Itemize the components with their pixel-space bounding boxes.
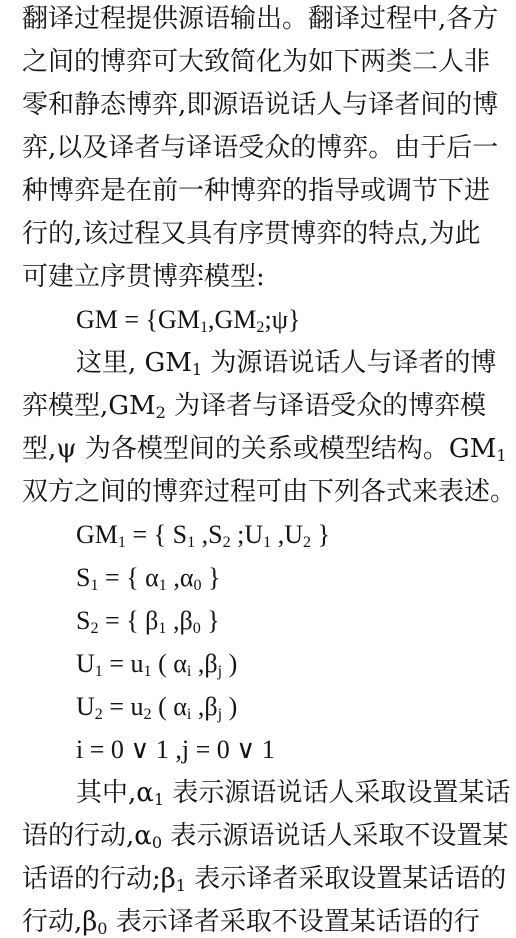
formula-text: ,S <box>195 520 223 549</box>
paragraph-1-line-3: 零和静态博弈,即源语说话人与译者间的博 <box>22 90 499 120</box>
formula-text: ( α <box>151 649 187 678</box>
formula-text: ,β <box>166 606 193 635</box>
subscript: 2 <box>94 706 103 724</box>
formula-text: ,β <box>191 649 218 678</box>
subscript: i <box>186 706 192 724</box>
subscript: j <box>217 706 223 724</box>
text: 这里, GM <box>76 348 192 378</box>
formula-gm1 <box>76 520 331 552</box>
paragraph-1-line-7: 可建立序贯博弈模型: <box>22 262 265 292</box>
formula-text: ) <box>222 649 238 678</box>
formula-text: ;ψ} <box>264 305 301 334</box>
subscript: 2 <box>222 534 231 552</box>
formula-u1 <box>76 649 238 681</box>
formula-text: } <box>201 563 221 592</box>
paragraph-2-line-1 <box>76 348 497 380</box>
text: 为源语说话人与译者的博 <box>202 348 497 378</box>
paragraph-3-line-3 <box>22 864 507 896</box>
formula-text: = { β <box>98 606 159 635</box>
paragraph-1-line-6: 行的,该过程又具有序贯博弈的特点,为此 <box>22 219 481 249</box>
formula-text: ,β <box>191 692 218 721</box>
formula-text: S <box>76 563 91 592</box>
formula-text: ( α <box>151 692 187 721</box>
subscript: 1 <box>187 534 196 552</box>
subscript: 2 <box>143 706 152 724</box>
formula-text: GM <box>76 520 118 549</box>
subscript: 0 <box>97 919 108 938</box>
formula-text: ,α <box>166 563 194 592</box>
formula-text: U <box>76 649 95 678</box>
model-formula <box>76 305 301 337</box>
formula-u2 <box>76 692 238 724</box>
paragraph-1-line-5: 种博弈是在前一种博弈的指导或调节下进 <box>22 176 491 206</box>
text: 话语的行动;β <box>22 864 176 894</box>
subscript: 2 <box>90 620 99 638</box>
paragraph-3-line-2 <box>22 821 509 853</box>
paragraph-1-line-1: 翻译过程提供源语输出。翻译过程中,各方 <box>22 4 499 34</box>
formula-s1 <box>76 563 221 595</box>
paragraph-3-line-1 <box>76 778 511 810</box>
formula-text: } <box>311 520 331 549</box>
formula-s2 <box>76 606 220 638</box>
subscript: 1 <box>496 446 507 466</box>
subscript: i <box>186 663 192 681</box>
subscript: 2 <box>256 319 265 337</box>
subscript: 1 <box>158 577 167 595</box>
subscript: 1 <box>191 360 203 380</box>
paragraph-1-line-4: 弈,以及译者与译语受众的博弈。由于后一 <box>22 133 499 163</box>
formula-text: S <box>76 606 91 635</box>
formula-text: U <box>76 692 95 721</box>
formula-text: ,GM <box>208 305 257 334</box>
subscript: 1 <box>94 663 103 681</box>
text: 弈模型,GM <box>22 391 156 421</box>
paragraph-2-line-3 <box>22 434 507 466</box>
text: 为译者与译语受众的博弈模 <box>165 391 487 421</box>
paragraph-2-line-2 <box>22 391 487 423</box>
subscript: 1 <box>199 319 208 337</box>
text: 表示译者采取设置某话语的 <box>186 864 507 894</box>
subscript: 1 <box>263 534 272 552</box>
subscript: 2 <box>155 403 166 423</box>
formula-text: ;U <box>230 520 264 549</box>
subscript: 0 <box>192 620 201 638</box>
text: 表示源语说话人采取设置某话 <box>164 778 511 808</box>
formula-text: = { α <box>98 563 159 592</box>
formula-text: } <box>200 606 220 635</box>
subscript: 1 <box>158 620 167 638</box>
subscript: 0 <box>151 833 163 853</box>
text: 型,ψ 为各模型间的关系或模型结构。GM <box>22 434 497 464</box>
formula-text: = u <box>102 649 144 678</box>
formula-text: ) <box>222 692 238 721</box>
subscript: 1 <box>175 876 187 896</box>
paragraph-3-line-4 <box>22 907 480 938</box>
subscript: 1 <box>143 663 152 681</box>
text: 表示源语说话人采取不设置某 <box>162 821 509 851</box>
subscript: 1 <box>153 790 165 810</box>
text: 行动,β <box>22 907 98 937</box>
formula-index-range: i = 0 ∨ 1 ,j = 0 ∨ 1 <box>76 735 275 764</box>
text: 其中,α <box>76 778 154 808</box>
paragraph-2-line-4: 双方之间的博弈过程可由下列各式来表述。 <box>22 477 516 507</box>
subscript: j <box>217 663 223 681</box>
formula-text: = u <box>102 692 144 721</box>
subscript: 1 <box>117 534 126 552</box>
formula-text: GM = {GM <box>76 305 200 334</box>
subscript: 0 <box>193 577 202 595</box>
text: 表示译者采取不设置某话语的行 <box>107 907 480 937</box>
text: 语的行动,α <box>22 821 152 851</box>
subscript: 1 <box>90 577 99 595</box>
formula-text: ,U <box>271 520 304 549</box>
formula-text: = { S <box>125 520 188 549</box>
paragraph-1-line-2: 之间的博弈可大致简化为如下两类二人非 <box>22 47 491 77</box>
subscript: 2 <box>303 534 312 552</box>
